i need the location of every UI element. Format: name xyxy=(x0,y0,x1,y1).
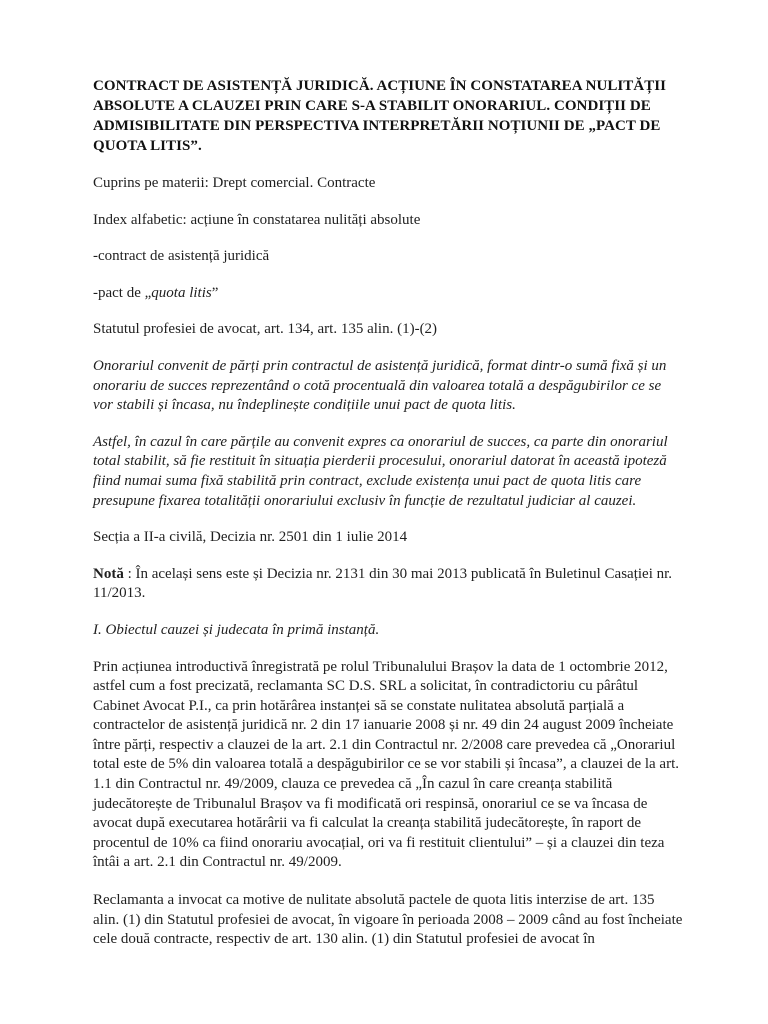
summary-paragraph-2: Astfel, în cazul în care părțile au convenit expres ca onorariul de succes, ca parte din onorariul total stabilit, să fie restituit în situația pierderii procesului, onorariul datorat în această ipoteză fiind numai suma fixă stabilită prin contract, exclude existența unui pact de quota litis care presupune fixarea totalității onorariului exclusiv în funcție de rezultatul judiciar al cauzei. xyxy=(93,433,668,509)
note-text: : În același sens este și Decizia nr. 2131 din 30 mai 2013 publicată în Buletinul Casației nr. 11/2013. xyxy=(93,565,673,602)
legal-reference: Statutul profesiei de avocat, art. 134, art. 135 alin. (1)-(2) xyxy=(93,321,438,338)
body-paragraph-2: Reclamanta a invocat ca motive de nulitate absolută pactele de quota litis interzise de art. 135 alin. (1) din Statutul profesiei de avocat, în vigoare în perioada 2008 – 2009 când au fost încheiate cele două contracte, respectiv de art. 130 alin. (1) din Statutul profesiei de avocat în xyxy=(93,892,683,948)
document-title: CONTRACT DE ASISTENȚĂ JURIDICĂ. ACȚIUNE ÎN CONSTATAREA NULITĂȚII ABSOLUTE A CLAUZEI PRIN CARE S-A STABILIT ONORARIUL. CONDIȚII DE ADMISIBILITATE DIN PERSPECTIVA INTERPRETĂRII NOȚIUNII DE „PACT DE QUOTA LITIS”. xyxy=(93,78,667,154)
body-paragraph-1: Prin acțiunea introductivă înregistrată pe rolul Tribunalului Brașov la data de 1 octombrie 2012, astfel cum a fost precizată, reclamanta SC D.S. SRL a solicitat, în contradictoriu cu pârâtul Cabinet Avocat P.I., ca prin hotărârea instanței să se constate nulitatea absolută parțială a contractelor de asistență juridică nr. 2 din 17 ianuarie 2008 și nr. 49 din 24 august 2009 încheiate între părți, respectiv a clauzei de la art. 2.1 din Contractul nr. 2/2008 care prevedea că „Onorariul total este de 5% din valoarea totală a despăgubirilor ce se vor stabili și încasa”, a clauzei de la art. 1.1 din Contractul nr. 49/2009, clauza ce prevedea că „În cazul în care creanța stabilită judecătorește de Tribunalul Brașov va fi modificată ori respinsă, onorariul ce se va încasa de avocat după executarea hotărârii va fi calculat la creanța stabilită judecătorește, în raport de procentul de 10% ca fiind onorariu avocațial, ori va fi restituit clientului” – și a clauzei din teza întâi a art. 2.1 din Contractul nr. 49/2009. xyxy=(93,658,680,871)
section-heading: I. Obiectul cauzei și judecata în primă instanță. xyxy=(93,621,380,638)
subject-classification: Cuprins pe materii: Drept comercial. Contracte xyxy=(93,175,376,191)
index-item-quota-litis xyxy=(93,284,684,304)
index-item-suffix: ” xyxy=(211,284,219,301)
index-item-contract: -contract de asistență juridică xyxy=(93,248,270,265)
alphabetical-index: Index alfabetic: acțiune în constatarea nulități absolute xyxy=(93,211,421,228)
note-paragraph xyxy=(93,565,684,604)
note-label: Notă xyxy=(93,565,124,582)
index-item-italic-term: quota litis xyxy=(151,284,212,301)
decision-reference: Secția a II-a civilă, Decizia nr. 2501 din 1 iulie 2014 xyxy=(93,529,408,546)
summary-paragraph-1: Onorariul convenit de părți prin contractul de asistență juridică, format dintr-o sumă fixă și un onorariu de succes reprezentând o cotă procentuală din valoarea totală a despăgubirilor ce se vor stabili și încasa, nu îndeplinește condițiile unui pact de quota litis. xyxy=(93,357,667,414)
index-item-prefix: -pact de „ xyxy=(93,284,152,301)
